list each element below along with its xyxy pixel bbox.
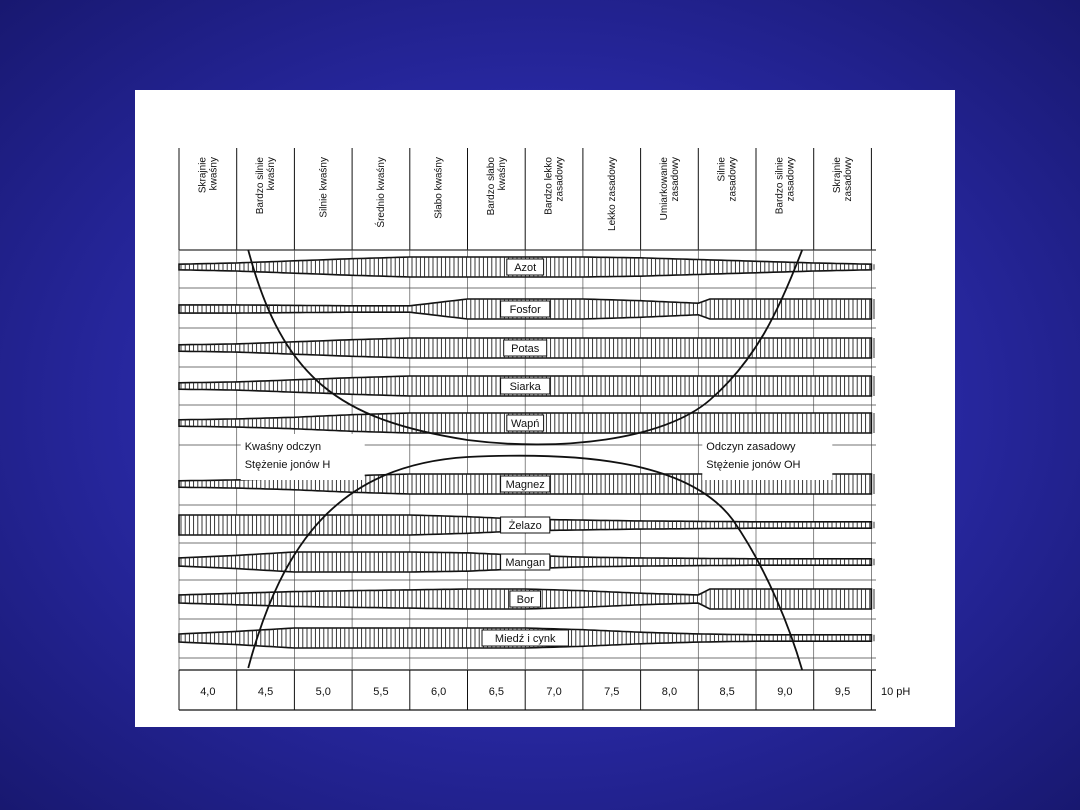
band-label: Azot — [514, 262, 537, 274]
ph-tick-label: 4,0 — [200, 686, 216, 698]
zone-label: kwaśny — [208, 157, 220, 191]
ph-tick-label: 6,5 — [488, 686, 504, 698]
acid-label: Stężenie jonów H — [244, 459, 331, 471]
ph-tick-label: 5,0 — [315, 686, 331, 698]
ph-axis-end-label: 10 pH — [881, 686, 911, 698]
ph-tick-label: 5,5 — [373, 686, 389, 698]
zone-label-group — [544, 157, 566, 215]
zone-label: Bardzo silnie — [255, 157, 267, 215]
band-label: Miedź i cynk — [494, 633, 556, 645]
ph-tick-label: 4,5 — [257, 686, 274, 698]
band-label: Fosfor — [509, 304, 541, 316]
zone-label-group — [318, 157, 329, 218]
acid-label-group — [241, 434, 365, 480]
zone-label: zasadowy — [554, 157, 566, 202]
zone-label: zasadowy — [669, 157, 681, 202]
zone-label: Słabo kwaśny — [433, 157, 445, 219]
band-label: Potas — [511, 343, 540, 355]
band-label: Mangan — [505, 557, 546, 569]
ph-tick-label: 9,5 — [834, 686, 851, 698]
zone-label: Bardzo silnie — [774, 157, 786, 215]
zone-label-group — [607, 157, 618, 231]
base-label: Odczyn zasadowy — [706, 441, 796, 453]
ph-tick-label: 7,5 — [604, 686, 620, 698]
band-label: Bor — [516, 594, 534, 606]
zone-label-group — [374, 157, 387, 228]
ph-tick-label: 7,0 — [546, 686, 562, 698]
ph-tick-label: 9,0 — [777, 686, 793, 698]
zone-label-group — [659, 157, 681, 221]
zone-label: Skrajnie — [832, 157, 844, 194]
zone-label: Lekko zasadowy — [606, 157, 618, 231]
zone-label: Skrajnie — [197, 157, 209, 194]
slide-panel — [135, 90, 955, 727]
nutrient-availability-chart — [135, 90, 955, 727]
zone-label: Umiarkowanie — [658, 157, 670, 221]
zone-label: kwaśny — [266, 157, 278, 191]
zone-label: zasadowy — [843, 157, 855, 202]
zone-label: Średnio kwaśny — [375, 157, 387, 228]
zone-label-group — [197, 157, 219, 194]
zone-label: Silnie — [716, 157, 728, 182]
zone-label-group — [486, 157, 508, 216]
base-label-group — [702, 434, 832, 480]
band-label: Siarka — [509, 381, 541, 393]
acid-label: Kwaśny odczyn — [244, 441, 322, 453]
zone-label-group — [832, 157, 854, 202]
band-label: Magnez — [505, 479, 545, 491]
zone-label-group — [434, 157, 445, 219]
zone-label: zasadowy — [785, 157, 797, 202]
zone-label-group — [774, 157, 796, 215]
base-label: Stężenie jonów OH — [706, 459, 801, 471]
band-label: Żelazo — [508, 520, 542, 532]
zone-label-group — [717, 157, 739, 202]
zone-label-group — [255, 157, 277, 215]
zone-label: Bardzo lekko — [543, 157, 555, 215]
ph-tick-label: 8,0 — [661, 686, 678, 698]
zone-label: Bardzo słabo — [485, 157, 497, 216]
ph-tick-label: 6,0 — [431, 686, 447, 698]
zone-label: kwaśny — [496, 157, 508, 191]
zone-label: zasadowy — [727, 157, 739, 202]
band-label: Wapń — [511, 418, 540, 430]
zone-label: Silnie kwaśny — [318, 157, 330, 218]
ph-tick-label: 8,5 — [719, 686, 735, 698]
